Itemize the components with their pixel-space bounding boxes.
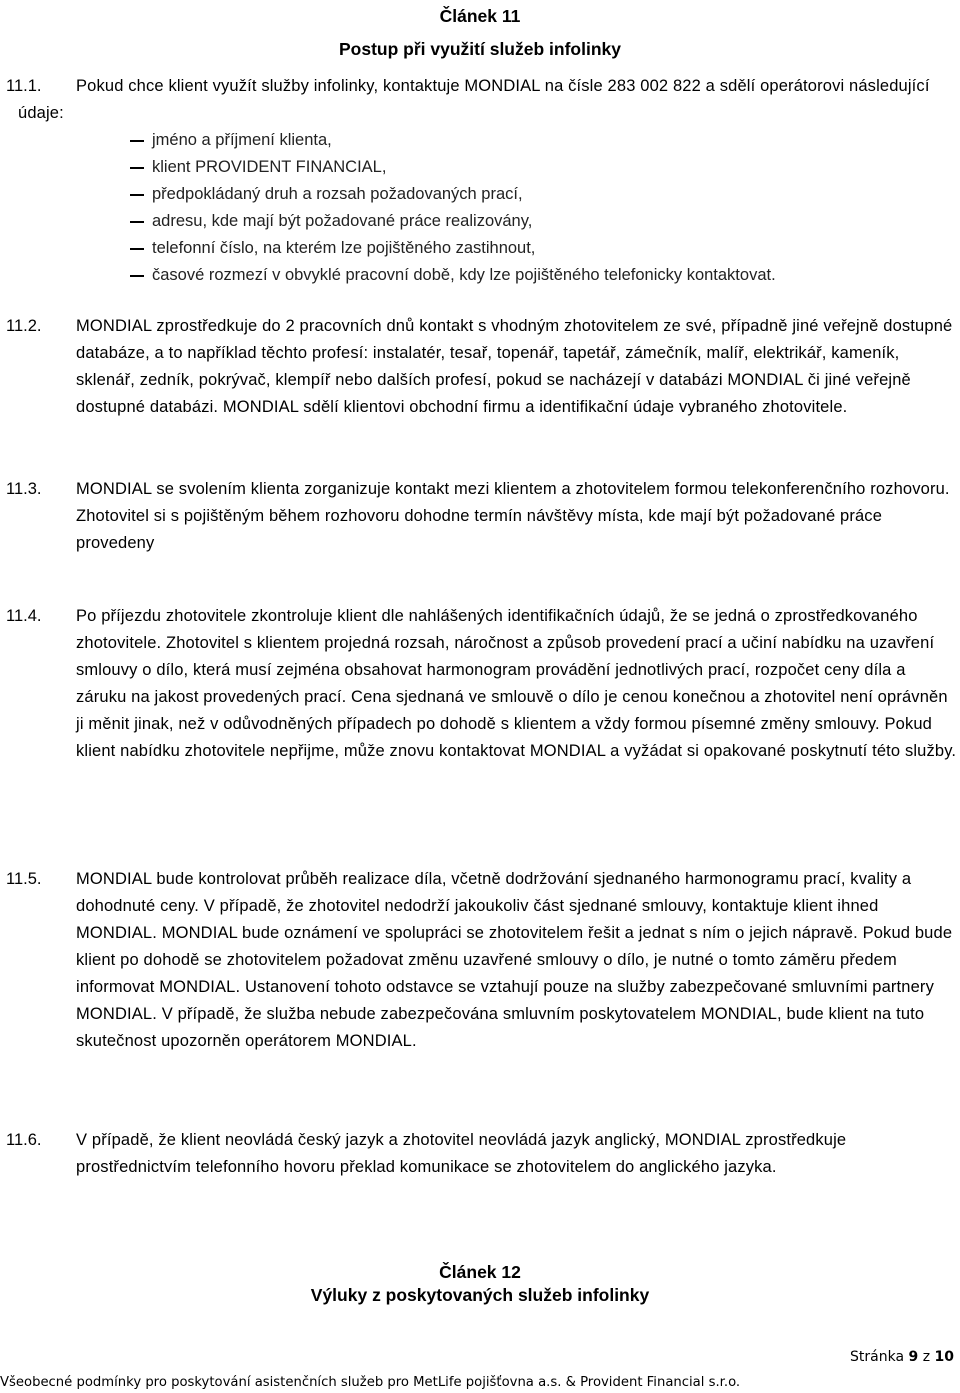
list-item: časové rozmezí v obvyklé pracovní době, kdy lze pojištěného telefonicky kontaktovat. (130, 262, 950, 289)
required-details-list (130, 127, 950, 289)
page-label: Stránka (850, 1349, 905, 1365)
list-item: jméno a příjmení klienta, (130, 127, 950, 154)
section-11-6-text: V případě, že klient neovládá český jazyk a zhotovitel neovládá jazyk anglický, MONDIAL zprostředkuje prostřednictvím telefonního hovoru překlad komunikace se zhotovitelem do anglického jazyka. (76, 1131, 847, 1176)
section-number: 11.2. (6, 317, 42, 335)
article-11-subtitle: Postup při využití služeb infolinky (339, 39, 621, 59)
article-12-title: Článek 12 (439, 1262, 521, 1282)
section-11-2-text: MONDIAL zprostředkuje do 2 pracovních dnů kontakt s vhodným zhotovitelem ze své, případně jiné veřejně dostupné databáze, a to například těchto profesí: instalatér, tesař, topenář, tapetář, zámečník, malíř, elektrikář, kameník, sklenář, zedník, pokrývač, klempíř nebo dalších profesí, pokud se nacházejí v databázi MONDIAL či jiné veřejně dostupné databázi. MONDIAL sdělí klientovi obchodní firmu a identifikační údaje vybraného zhotovitele. (76, 317, 953, 416)
footer-document-title: Všeobecné podmínky pro poskytování asistenčních služeb pro MetLife pojišťovna a.s. & Provident Financial s.r.o. (0, 1375, 741, 1390)
list-item: předpokládaný druh a rozsah požadovaných prací, (130, 181, 950, 208)
section-number: 11.4. (6, 607, 42, 625)
section-number: 11.6. (6, 1131, 42, 1149)
page-total: 10 (934, 1349, 954, 1365)
page-number (850, 1347, 954, 1367)
article-12-subtitle: Výluky z poskytovaných služeb infolinky (310, 1285, 650, 1305)
section-11-3-text: MONDIAL se svolením klienta zorganizuje kontakt mezi klientem a zhotovitelem formou telekonferenčního rozhovoru. Zhotovitel si s pojištěným během rozhovoru dohodne termín návštěvy místa, kde mají být požadované práce provedeny (76, 480, 950, 552)
section-11-4-text: Po příjezdu zhotovitele zkontroluje klient dle nahlášených identifikačních údajů, že se jedná o zprostředkovaného zhotovitele. Zhotovitel s klientem projedná rozsah, náročnost a způsob provedení prací a učiní nabídku na uzavření smlouvy o dílo, která musí zejména obsahovat harmonogram provádění jednotlivých prací, rozpočet ceny díla a záruku na jakost provedených prací. Cena sjednaná ve smlouvě o dílo je cenou konečnou a zhotovitel není oprávněn ji měnit jinak, než v odůvodněných případech po dohodě s klientem a vždy formou písemné změny smlouvy. Pokud klient nabídku zhotovitele nepřijme, může znovu kontaktovat MONDIAL a vyžádat si opakované poskytnutí této služby. (76, 607, 957, 760)
section-number: 11.5. (6, 870, 42, 888)
page-current: 9 (908, 1349, 919, 1365)
list-item: telefonní číslo, na kterém lze pojištěného zastihnout, (130, 235, 950, 262)
section-11-1-intro: Pokud chce klient využít služby infolinky, kontaktuje MONDIAL na čísle 283 002 822 a sdělí operátorovi následující údaje: (18, 77, 930, 122)
section-number: 11.1. (6, 77, 42, 95)
section-11-5-text: MONDIAL bude kontrolovat průběh realizace díla, včetně dodržování sjednaného harmonogramu prací, kvality a dohodnuté ceny. V případě, že zhotovitel nedodrží jakoukoliv část sjednané smlouvy, kontaktuje klient ihned MONDIAL. MONDIAL bude oznámení ve spolupráci se zhotovitelem řešit a jednat s ním o jejich nápravě. Pokud bude klient po dohodě se zhotovitelem požadovat změnu uzavřené smlouvy o dílo, je nutné o tomto záměru předem informovat MONDIAL. Ustanovení tohoto odstavce se vztahují pouze na služby zabezpečované smluvními partnery MONDIAL. V případě, že služba nebude zabezpečována smluvním poskytovatelem MONDIAL, bude klient na tuto skutečnost upozorněn operátorem MONDIAL. (76, 870, 953, 1050)
page-of: z (922, 1349, 931, 1365)
section-number: 11.3. (6, 480, 42, 498)
list-item: adresu, kde mají být požadované práce realizovány, (130, 208, 950, 235)
article-11-title: Článek 11 (439, 6, 521, 26)
list-item: klient PROVIDENT FINANCIAL, (130, 154, 950, 181)
